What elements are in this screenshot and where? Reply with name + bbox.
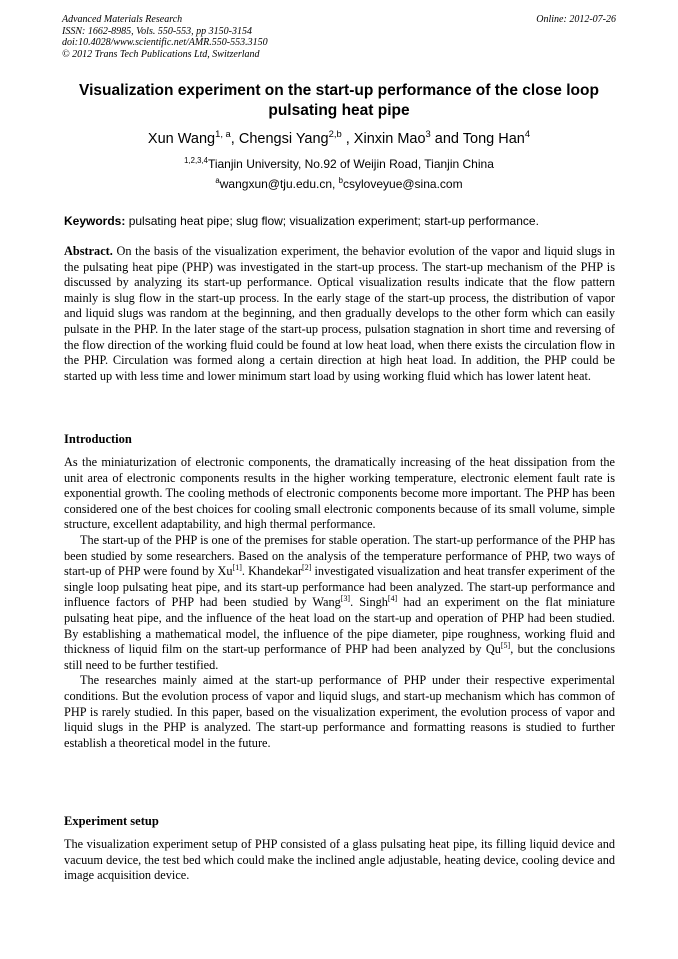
paragraph-text: . Singh [350, 595, 388, 610]
affiliation-text: Tianjin University, No.92 of Weijin Road, Tianjin China [207, 157, 494, 171]
citation[interactable]: [4] [387, 594, 398, 604]
paragraph: The researches mainly aimed at the start-up performance of PHP under their respective experimental conditions. But the evolution process of vapor and liquid slugs, and start-up mechanism which has common of PHP is rarely studied. In this paper, based on the visualization experiment, the evolution process of vapor and liquid slugs in the PHP is analyzed. The start-up performance and formatting reasons is studied to further establish a theoretical model in the future. [64, 673, 615, 750]
author-sup: 1, a [215, 128, 231, 140]
journal-name: Advanced Materials Research [62, 14, 183, 25]
doi-line: doi:10.4028/www.scientific.net/AMR.550-553.3150 [62, 37, 268, 48]
paragraph-text: investigated visualization and heat transfer experiment of the single loop pulsating heat pipe, and its start-up performance had been analyzed. The start-up performance and influence factors of PHP had been studied by Wang [64, 564, 615, 610]
introduction-body [64, 455, 615, 751]
issn-line: ISSN: 1662-8985, Vols. 550-553, pp 3150-3154 [62, 25, 252, 37]
author-separator: , [341, 131, 354, 147]
author-sup: 4 [524, 128, 531, 140]
keywords [64, 213, 616, 229]
affiliation-sup: 1,2,3,4 [184, 156, 208, 165]
author-name: Chengsi Yang [238, 131, 329, 147]
abstract-label: Abstract. [64, 244, 113, 258]
email-link[interactable]: csyloveyue@sina.com [343, 177, 463, 191]
abstract [64, 244, 615, 384]
journal-header [62, 14, 616, 60]
abstract-text: On the basis of the visualization experiment, the behavior evolution of the vapor and liquid slugs in the pulsating heat pipe (PHP) was investigated in the start-up process. The start-up mechanism of the PHP is discussed by analyzing its start-up performance. Optical visualization results indicate that the flow pattern mainly is slug flow in the start-up process. In the early stage of the start-up process, the distribution of vapor and liquid slugs was random at the beginning, and then gradually develops to the other form which can easily pulsate in the PHP. In the later stage of the start-up process, pulsation stagnation in short time and reversing of the flow direction of the working fluid could be found at low heat load, when there exists the circulation flow in the PHP. Circulation was formed along a certain direction at high heat load. In addition, the PHP could be started up with less time and lower minimum start load by using working fluid which has lower latent heat. [64, 244, 615, 383]
keywords-label: Keywords: [64, 214, 126, 228]
paragraph: As the miniaturization of electronic components, the dramatically increasing of the heat dissipation from the unit area of electronic components results in the higher working temperature, electronic element fault rate is exponential growth. The cooling methods of electronic components become more important. The PHP has been considered one of the best choices for cooling small electronic components because of its small volume, simple structure, excellent adaptability, and high thermal performance. [64, 455, 615, 532]
paragraph-text: , but the conclusions still need to be further testified. [64, 642, 615, 672]
experiment-heading: Experiment setup [64, 814, 159, 828]
citation[interactable]: [1] [232, 563, 242, 573]
experiment-body [64, 837, 615, 884]
author-name: Xun Wang [147, 131, 216, 147]
citation[interactable]: [5] [500, 641, 511, 651]
affiliation [0, 156, 678, 172]
keywords-text: pulsating heat pipe; slug flow; visualization experiment; start-up performance. [125, 214, 539, 228]
paragraph [64, 533, 615, 673]
paragraph-text: The start-up of the PHP is one of the premises for stable operation. The start-up performance of the PHP has been studied by some researchers. Based on the analysis of the temperature performance of PHP, two ways of start-up of PHP were found by Xu [64, 532, 615, 579]
author-list [0, 130, 678, 148]
paper-title: Visualization experiment on the start-up performance of the close loop pulsating heat pipe [79, 82, 599, 119]
paragraph-text: . Khandekar [241, 564, 303, 579]
citation[interactable]: [2] [302, 563, 312, 573]
author-emails [0, 176, 678, 192]
paragraph-text: had an experiment on the flat miniature pulsating heat pipe, and the influence of the heat load on the start-up and operation of PHP had been studied. By establishing a mathematical model, the influence of the pipe diameter, pipe roughness, working fluid and thickness of liquid film on the start-up performance of PHP had been analyzed by Qu [64, 595, 615, 657]
online-date: Online: 2012-07-26 [536, 14, 616, 25]
author-name: Tong Han [462, 131, 525, 147]
paragraph: The visualization experiment setup of PHP consisted of a glass pulsating heat pipe, its filling liquid device and vacuum device, the test bed which could make the inclined angle adjustable, heating device, cooling device and image acquisition device. [64, 837, 615, 883]
author-name: Xinxin Mao [353, 131, 426, 147]
citation[interactable]: [3] [340, 594, 351, 604]
copyright-line: © 2012 Trans Tech Publications Ltd, Switzerland [62, 48, 260, 60]
email-sup: b [338, 176, 344, 185]
author-separator: and [430, 131, 463, 147]
introduction-heading: Introduction [64, 432, 132, 446]
email-sup: a [215, 176, 220, 185]
author-sup: 2,b [328, 128, 342, 140]
author-separator: , [230, 131, 239, 147]
author-sup: 3 [425, 128, 431, 140]
email-link[interactable]: wangxun@tju.edu.cn, [219, 177, 339, 191]
